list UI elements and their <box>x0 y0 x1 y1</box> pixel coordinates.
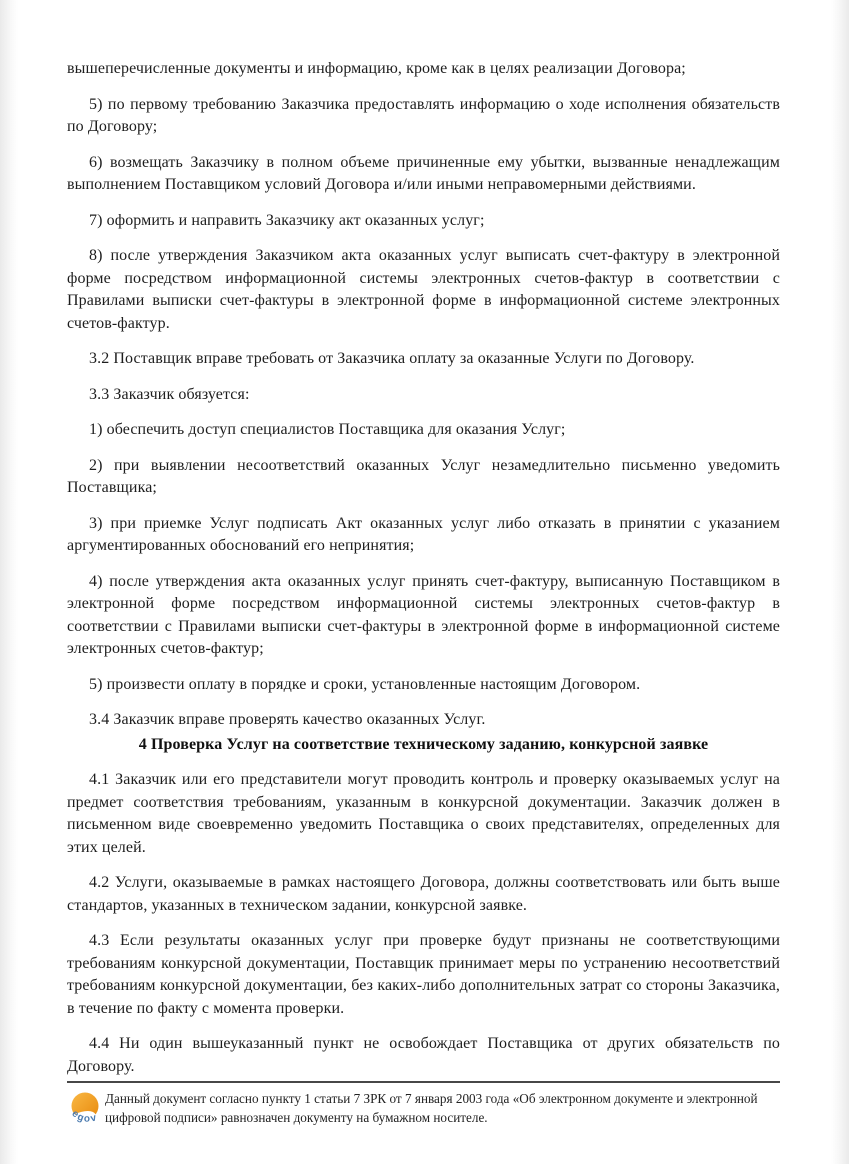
viewer-right-edge <box>831 0 849 1164</box>
clause-8: 8) после утверждения Заказчиком акта оказанных услуг выписать счет-фактуру в электронной форме посредством информационной системы электронных счетов-фактур в соответствии с Правилами выписки счет-фактуры в электронной форме в информационной системе электронных счетов-фактур. <box>67 247 780 332</box>
viewer-left-edge <box>0 0 18 1164</box>
clause-6: 6) возмещать Заказчику в полном объеме причиненные ему убытки, вызванные ненадлежащим выполнением Поставщиком условий Договора и/или иными неправомерными действиями. <box>67 153 780 193</box>
footer-divider <box>67 1081 780 1083</box>
clause-4-4: 4.4 Ни один вышеуказанный пункт не освобождает Поставщика от других обязательств по Договору. <box>67 1035 780 1075</box>
egov-logo-text: egov <box>69 1108 100 1125</box>
page-footer <box>67 1089 780 1133</box>
clause-5: 5) по первому требованию Заказчика предоставлять информацию о ходе исполнения обязательств по Договору; <box>67 95 780 135</box>
clause-7: 7) оформить и направить Заказчику акт оказанных услуг; <box>89 211 485 229</box>
clause-4-2: 4.2 Услуги, оказываемые в рамках настоящего Договора, должны соответствовать или быть выше стандартов, указанных в техническом задании, конкурсной заявке. <box>67 874 780 914</box>
clause-3-3: 3.3 Заказчик обязуется: <box>89 385 250 403</box>
section-4-heading: 4 Проверка Услуг на соответствие техническому заданию, конкурсной заявке <box>138 735 709 753</box>
clause-3-2: 3.2 Поставщик вправе требовать от Заказчика оплату за оказанные Услуги по Договору. <box>89 350 695 367</box>
footer-note: Данный документ согласно пункту 1 статьи 7 ЗРК от 7 января 2003 года «Об электронном документе и электронной цифровой подписи» равнозначен документу на бумажном носителе. <box>105 1091 758 1125</box>
clause-continuation: вышеперечисленные документы и информацию, кроме как в целях реализации Договора; <box>67 60 686 77</box>
egov-logo-icon <box>67 1091 103 1133</box>
clause-3-3-5: 5) произвести оплату в порядке и сроки, установленные настоящим Договором. <box>89 675 641 693</box>
document-page <box>18 0 831 1164</box>
clause-3-3-3: 3) при приемке Услуг подписать Акт оказанных услуг либо отказать в принятии с указанием аргументированных обоснований его непринятия; <box>67 514 780 554</box>
clause-3-3-1: 1) обеспечить доступ специалистов Поставщика для оказания Услуг; <box>89 421 566 438</box>
clause-3-3-2: 2) при выявлении несоответствий оказанных Услуг незамедлительно письменно уведомить Поставщика; <box>67 456 780 496</box>
clause-3-4: 3.4 Заказчик вправе проверять качество оказанных Услуг. <box>89 711 486 728</box>
clause-3-3-4: 4) после утверждения акта оказанных услуг принять счет-фактуру, выписанную Поставщиком в электронной форме посредством информационной системы электронных счетов-фактур в соответствии с Правилами выписки счет-фактуры в электронной форме в информационной системе электронных счетов-фактур; <box>67 572 780 657</box>
clause-4-1: 4.1 Заказчик или его представители могут проводить контроль и проверку оказываемых услуг на предмет соответствия требованиям, указанным в конкурсной документации. Заказчик должен в письменном виде своевременно уведомить Поставщика о своих представителях, определенных для этих целей. <box>67 771 780 856</box>
contract-text-block <box>67 58 780 1078</box>
clause-4-3: 4.3 Если результаты оказанных услуг при проверке будут признаны не соответствующими требованиям конкурсной документации, Поставщик принимает меры по устранению несоответствий требованиям конкурсной документации, без каких-либо дополнительных затрат со стороны Заказчика, в течение по факту с момента проверки. <box>67 932 780 1017</box>
